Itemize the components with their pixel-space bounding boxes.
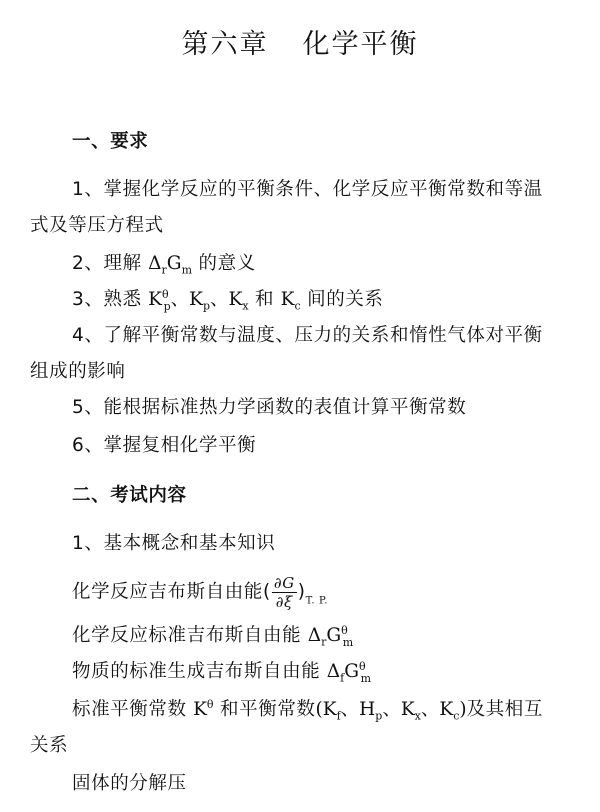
content-line-4 <box>72 696 543 724</box>
req-item-6: 6、掌握复相化学平衡 <box>72 435 257 456</box>
req-item-2-prefix: 2、理解 <box>72 253 149 274</box>
req-item-3-prefix: 3、熟悉 <box>72 289 149 310</box>
fraction-denominator: ∂ξ <box>275 593 293 611</box>
section-2-heading: 二、考试内容 <box>72 485 187 506</box>
delta-f-gm-standard-symbol: $\Delta_fG^\theta_m$ <box>326 659 372 685</box>
req-item-3-and: 和 <box>248 289 281 310</box>
content-sub-1: 1、基本概念和基本知识 <box>72 533 276 554</box>
req-item-2 <box>72 250 256 278</box>
content-line-4-text-3: 及其相互 <box>466 699 544 720</box>
chapter-number: 第六章 <box>181 29 269 60</box>
delta-r-gm-symbol: $\Delta_rG_m$ <box>148 253 193 277</box>
content-line-1: 化学反应吉布斯自由能( $\frac{\partial G}{\partial\xi}$ )$_{T. P.}$ <box>72 574 329 611</box>
req-item-1-line-2: 式及等压方程式 <box>30 215 164 236</box>
delta-r-gm-standard-symbol: $\Delta_rG^\theta_m$ <box>307 623 354 649</box>
req-item-3 <box>72 286 384 314</box>
chapter-title <box>0 22 600 61</box>
req-item-4-line-2: 组成的影响 <box>30 361 126 382</box>
req-item-5: 5、能根据标准热力学函数的表值计算平衡常数 <box>72 397 467 418</box>
section-1-heading: 一、要求 <box>72 131 149 152</box>
req-item-2-suffix: 的意义 <box>192 253 256 274</box>
req-item-3-suffix: 间的关系 <box>300 289 384 310</box>
k-constants-symbols: $K^\theta_p$、$K_p$、$K_x$ <box>148 287 249 313</box>
chapter-name: 化学平衡 <box>302 29 419 60</box>
content-line-1-text: 化学反应吉布斯自由能 <box>72 581 264 603</box>
kc-symbol: $K_c$ <box>280 289 301 313</box>
fraction-subscript: T. P. <box>305 595 329 607</box>
content-line-2 <box>72 622 353 650</box>
content-line-4-continued: 关系 <box>30 735 69 756</box>
constants-list-symbols: ($K_f$、$H_p$、$K_x$、$K_c$) <box>315 699 467 723</box>
content-line-4-text-1: 标准平衡常数 <box>72 699 194 720</box>
req-item-1-line-1: 1、掌握化学反应的平衡条件、化学反应平衡常数和等温 <box>72 179 543 200</box>
req-item-4-line-1: 4、了解平衡常数与温度、压力的关系和惰性气体对平衡 <box>72 325 543 346</box>
content-line-2-text: 化学反应标准吉布斯自由能 <box>72 625 308 646</box>
content-line-5: 固体的分解压 <box>72 773 187 794</box>
content-line-4-text-2: 和平衡常数 <box>213 699 316 720</box>
content-line-3-text: 物质的标准生成吉布斯自由能 <box>72 661 327 682</box>
content-line-3 <box>72 658 371 686</box>
k-theta-symbol: $K^\theta$ <box>193 697 214 720</box>
fraction-numerator: ∂G <box>273 574 295 592</box>
partial-derivative-fraction <box>272 574 297 611</box>
